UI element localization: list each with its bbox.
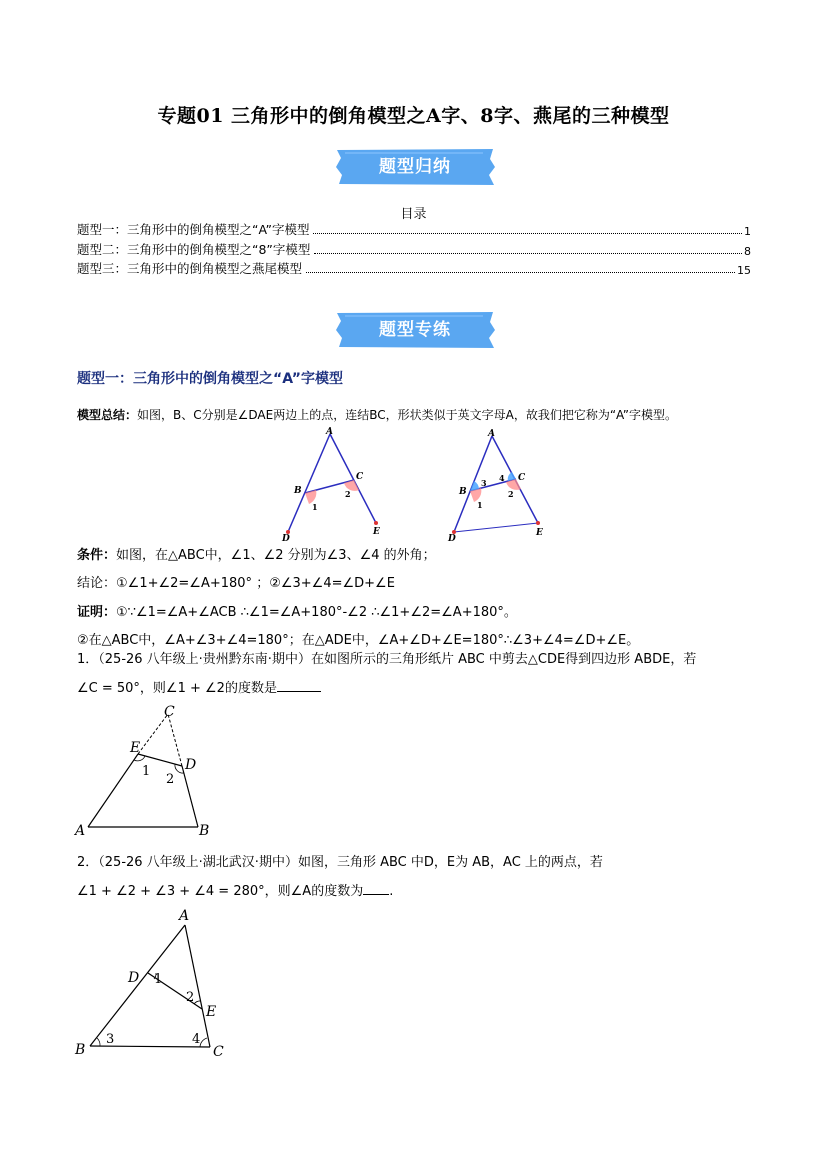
a-model-left-lines [288, 434, 376, 532]
toc-item-3-text: 题型三：三角形中的倒角模型之燕尾模型 [77, 261, 303, 276]
banner-summary [333, 147, 497, 187]
toc-item-2-text: 题型二：三角形中的倒角模型之“8”字模型 [77, 242, 311, 257]
toc-leader [306, 272, 735, 273]
q2-label-b: B [75, 1042, 86, 1058]
q1-label-b: B [199, 823, 210, 839]
toc-item-2-page: 8 [744, 245, 751, 258]
q2-angle-3-arc [97, 1038, 100, 1046]
q2-figure [68, 905, 238, 1065]
label-e: E [373, 527, 380, 537]
label-b: B [294, 486, 302, 496]
q1-label-d: D [185, 757, 197, 773]
toc-item-3[interactable] [77, 259, 751, 277]
q1-label-e: E [130, 740, 141, 756]
q1-line-1: 1．（25-26 八年级上·贵州黔东南·期中）在如图所示的三角形纸片 ABC 中剪去△CDE得到四边形 ABDE，若 [77, 652, 697, 667]
conclusion-label: 结论： [77, 576, 117, 591]
q1-line-2 [77, 677, 321, 696]
condition-label: 条件： [77, 548, 117, 563]
toc-leader [314, 253, 742, 254]
toc-item-2[interactable] [77, 240, 751, 258]
q2-label-e: E [206, 1004, 217, 1020]
q2-line-2 [77, 880, 393, 899]
q2-line-1: 2．（25-26 八年级上·湖北武汉·期中）如图，三角形 ABC 中D，E为 AB，AC 上的两点，若 [77, 855, 603, 870]
q1-label-c: C [164, 704, 175, 720]
label-a: A [488, 429, 495, 439]
q1-label-2: 2 [166, 772, 175, 787]
label-d: D [448, 534, 456, 544]
label-e: E [536, 528, 543, 538]
label-2: 2 [508, 489, 514, 499]
toc-heading: 目录 [400, 207, 427, 222]
q2-end: . [389, 884, 394, 899]
label-c: C [518, 473, 526, 483]
banner-practice [333, 310, 497, 350]
toc-item-3-page: 15 [737, 264, 751, 277]
page-title: 专题01 三角形中的倒角模型之A字、8字、燕尾的三种模型 [157, 105, 670, 127]
label-2: 2 [345, 489, 351, 499]
q2-angle-2-arc [194, 1001, 201, 1004]
a-model-figure-left [278, 422, 388, 542]
toc-item-1[interactable] [77, 220, 751, 238]
summary-label: 模型总结： [77, 408, 138, 422]
q2-label-3: 3 [106, 1032, 115, 1047]
conclusion-text: ①∠1+∠2=∠A+180° ；②∠3+∠4=∠D+∠E [116, 576, 395, 591]
q2-label-4: 4 [192, 1032, 201, 1047]
label-1: 1 [312, 502, 318, 512]
label-c: C [356, 472, 364, 482]
q2-label-2: 2 [186, 990, 195, 1005]
q2-stem: ∠1 + ∠2 + ∠3 + ∠4 = 280°，则∠A的度数为 [77, 884, 364, 899]
q2-label-c: C [213, 1044, 224, 1060]
toc-item-1-page: 1 [744, 225, 751, 238]
condition-text: 如图，在△ABC中，∠1、∠2 分别为∠3、∠4 的外角； [116, 548, 436, 563]
model-condition [77, 544, 436, 563]
toc-item-1-text: 题型一：三角形中的倒角模型之“A”字模型 [77, 222, 310, 237]
label-b: B [459, 487, 467, 497]
q1-label-1: 1 [142, 764, 151, 779]
label-1: 1 [477, 500, 483, 510]
summary-text: 如图，B、C分别是∠DAE两边上的点，连结BC，形状类似于英文字母A，故我们把它称为“A”字模型。 [137, 408, 677, 422]
label-3: 3 [481, 478, 487, 488]
q2-angle-4-arc [200, 1038, 207, 1047]
label-d: D [282, 534, 290, 542]
model-summary [77, 406, 677, 423]
q2-label-1: 1 [154, 972, 163, 987]
toc-leader [313, 233, 742, 234]
q2-figure-lines [90, 925, 210, 1047]
label-4: 4 [499, 473, 505, 483]
q1-label-a: A [75, 823, 86, 839]
a-model-right-lines [454, 436, 538, 532]
section-heading: 题型一：三角形中的倒角模型之“A”字模型 [77, 371, 343, 387]
proof-line-1: ①∵∠1=∠A+∠ACB ∴∠1=∠A+180°-∠2 ∴∠1+∠2=∠A+180°。 [116, 605, 517, 620]
a-model-figure-right [444, 424, 556, 544]
q1-figure [68, 702, 228, 842]
model-conclusion [77, 572, 395, 591]
model-proof-2: ②在△ABC中，∠A+∠3+∠4=180°；在△ADE中，∠A+∠D+∠E=180°∴∠3+∠4=∠D+∠E。 [77, 633, 640, 648]
banner-summary-label: 题型归纳 [379, 157, 451, 177]
q1-stem: ∠C = 50°，则∠1 + ∠2的度数是 [77, 681, 277, 696]
q1-answer-blank[interactable] [277, 679, 321, 692]
q2-label-d: D [128, 970, 140, 986]
label-a: A [326, 427, 333, 437]
proof-label: 证明： [77, 605, 117, 620]
q2-answer-blank[interactable] [363, 882, 389, 895]
model-proof [77, 601, 517, 620]
q2-label-a: A [179, 908, 190, 924]
point-e [536, 521, 540, 525]
banner-practice-label: 题型专练 [379, 320, 451, 340]
point-e [374, 521, 378, 525]
